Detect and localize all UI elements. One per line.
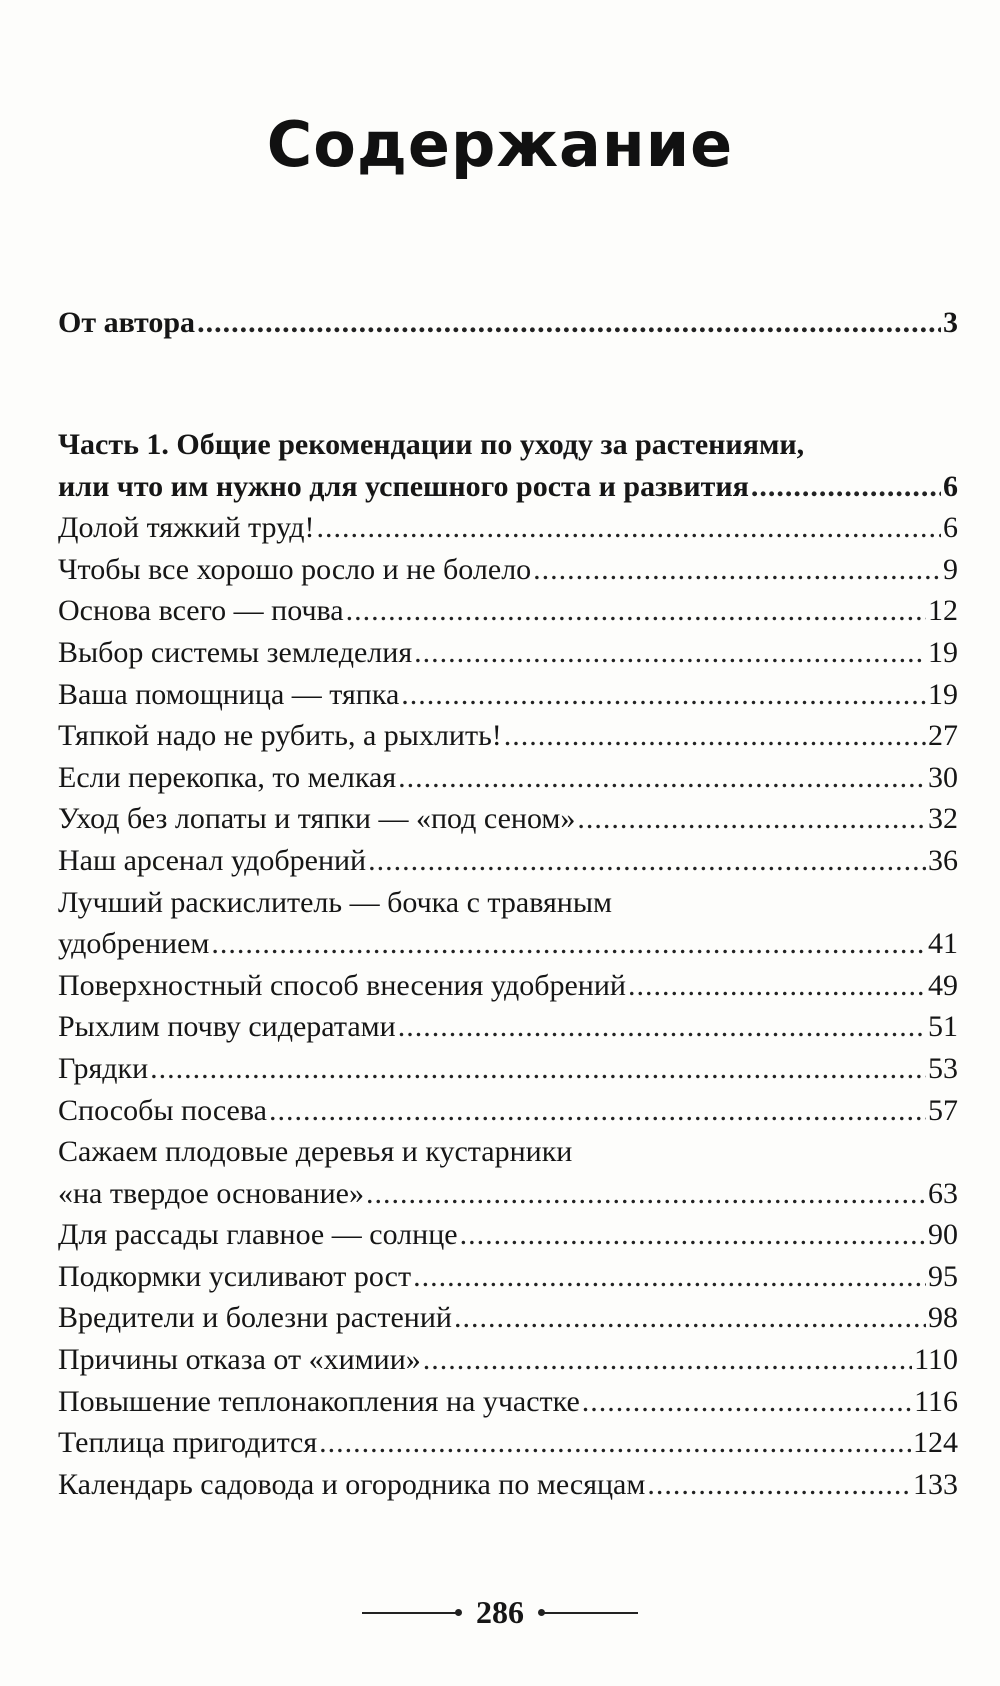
toc-entry	[58, 1090, 958, 1132]
footer-rule-right	[542, 1612, 638, 1614]
toc-entry-text: Повышение теплонакопления на участке	[58, 1384, 580, 1418]
toc-entry	[58, 798, 958, 840]
toc-entry-page: 30	[928, 760, 958, 794]
toc-entry-page: 19	[928, 635, 958, 669]
toc-entry-text: Чтобы все хорошо росло и не болело	[58, 552, 532, 586]
toc-entry-page: 90	[928, 1218, 958, 1252]
page-title: Содержание	[266, 108, 734, 181]
leader-dots	[398, 757, 926, 799]
leader-dots	[319, 1422, 911, 1464]
leader-dots	[423, 1339, 912, 1381]
toc-entry-page: 6	[943, 469, 958, 503]
toc-entry-line1	[58, 1131, 958, 1173]
toc-entry	[58, 923, 958, 965]
toc-entry-text: Причины отказа от «химии»	[58, 1343, 421, 1377]
toc-entry	[58, 1048, 958, 1090]
footer-rule-left	[362, 1612, 458, 1614]
toc-entry	[58, 1297, 958, 1339]
toc-entry	[58, 715, 958, 757]
toc-entry	[58, 302, 958, 344]
toc-entry-text: Если перекопка, то мелкая	[58, 760, 397, 794]
toc-entry-page: 53	[928, 1051, 958, 1085]
toc-entry-page: 51	[928, 1010, 958, 1044]
toc-entry-page: 57	[928, 1093, 958, 1127]
leader-dots	[368, 840, 926, 882]
toc-entry-page: 12	[928, 594, 958, 628]
leader-dots	[414, 632, 926, 674]
toc-entry-text: Подкормки усиливают рост	[58, 1259, 412, 1293]
toc-entry-text: Уход без лопаты и тяпки — «под сеном»	[58, 802, 576, 836]
toc-entry-page: 49	[928, 968, 958, 1002]
toc-entry-page: 124	[913, 1426, 958, 1460]
toc-entry-page: 63	[928, 1176, 958, 1210]
part-heading-line2	[58, 466, 958, 508]
part-heading-line1	[58, 424, 958, 466]
leader-dots	[504, 715, 926, 757]
toc-entry-text: От автора	[58, 306, 196, 339]
leader-dots	[401, 674, 926, 716]
toc-entry-page: 3	[943, 306, 958, 339]
page-footer	[0, 1594, 1000, 1631]
toc-entry	[58, 1006, 958, 1048]
toc-entry-text: Сажаем плодовые деревья и кустарники	[58, 1135, 573, 1169]
toc-entry	[58, 1381, 958, 1423]
toc-author-section	[58, 302, 958, 344]
toc-entry-page: 9	[943, 552, 958, 586]
toc-entry-text: Ваша помощница — тяпка	[58, 677, 400, 711]
leader-dots	[582, 1381, 912, 1423]
toc-entry-text: Теплица пригодится	[58, 1426, 318, 1460]
toc-entry	[58, 1214, 958, 1256]
leader-dots	[533, 549, 941, 591]
toc-entry-page: 116	[914, 1384, 958, 1418]
leader-dots	[454, 1297, 926, 1339]
leader-dots	[460, 1214, 926, 1256]
toc-entry	[58, 632, 958, 674]
page-number: 286	[476, 1594, 524, 1630]
leader-dots	[316, 507, 941, 549]
leader-dots	[398, 1006, 926, 1048]
toc-entry	[58, 674, 958, 716]
leader-dots	[751, 466, 941, 508]
part-heading-text: или что им нужно для успешного роста и развития	[58, 469, 749, 503]
toc-entry-text: Календарь садовода и огородника по месяцам	[58, 1467, 646, 1501]
leader-dots	[647, 1464, 911, 1506]
toc-entry	[58, 1173, 958, 1215]
toc-entry-page: 95	[928, 1259, 958, 1293]
toc-entry	[58, 1339, 958, 1381]
toc-entry	[58, 965, 958, 1007]
leader-dots	[366, 1173, 926, 1215]
toc-entry-text: Выбор системы земледелия	[58, 635, 413, 669]
toc-entry-text: Долой тяжкий труд!	[58, 511, 315, 545]
toc-entry	[58, 590, 958, 632]
toc-entry-page: 133	[913, 1467, 958, 1501]
toc-entry-page: 110	[914, 1343, 958, 1377]
leader-dots	[269, 1090, 926, 1132]
toc-entry	[58, 1422, 958, 1464]
toc-entry-page: 32	[928, 802, 958, 836]
toc-entry-text: удобрением	[58, 927, 210, 961]
toc-entry-text: Наш арсенал удобрений	[58, 843, 367, 877]
toc-entry-text: Способы посева	[58, 1093, 267, 1127]
toc-entry-page: 19	[928, 677, 958, 711]
leader-dots	[346, 590, 926, 632]
toc-entry-page: 98	[928, 1301, 958, 1335]
toc-entry	[58, 1464, 958, 1506]
toc-entry	[58, 549, 958, 591]
toc-entry	[58, 1256, 958, 1298]
leader-dots	[197, 302, 941, 344]
toc-entry-text: Тяпкой надо не рубить, а рыхлить!	[58, 719, 502, 753]
toc-entry-text: Рыхлим почву сидератами	[58, 1010, 396, 1044]
leader-dots	[628, 965, 926, 1007]
toc-entry	[58, 840, 958, 882]
toc-entry	[58, 507, 958, 549]
leader-dots	[150, 1048, 926, 1090]
toc-entry-page: 6	[943, 511, 958, 545]
leader-dots	[577, 798, 926, 840]
toc-entry-text: «на твердое основание»	[58, 1176, 364, 1210]
toc-entry-page: 27	[928, 719, 958, 753]
toc-entry-text: Вредители и болезни растений	[58, 1301, 452, 1335]
toc-entry-text: Лучший раскислитель — бочка с травяным	[58, 885, 612, 919]
leader-dots	[413, 1256, 926, 1298]
toc-entry-page: 36	[928, 843, 958, 877]
toc-entry-line1	[58, 882, 958, 924]
leader-dots	[211, 923, 926, 965]
toc-entry-text: Грядки	[58, 1051, 149, 1085]
toc-entry-text: Основа всего — почва	[58, 594, 344, 628]
toc-entry-text: Для рассады главное — солнце	[58, 1218, 458, 1252]
toc-part1-section	[58, 424, 958, 1505]
toc-entry	[58, 757, 958, 799]
toc-entry-page: 41	[928, 927, 958, 961]
toc-entry-text: Поверхностный способ внесения удобрений	[58, 968, 626, 1002]
part-heading-text: Часть 1. Общие рекомендации по уходу за растениями,	[58, 428, 805, 461]
